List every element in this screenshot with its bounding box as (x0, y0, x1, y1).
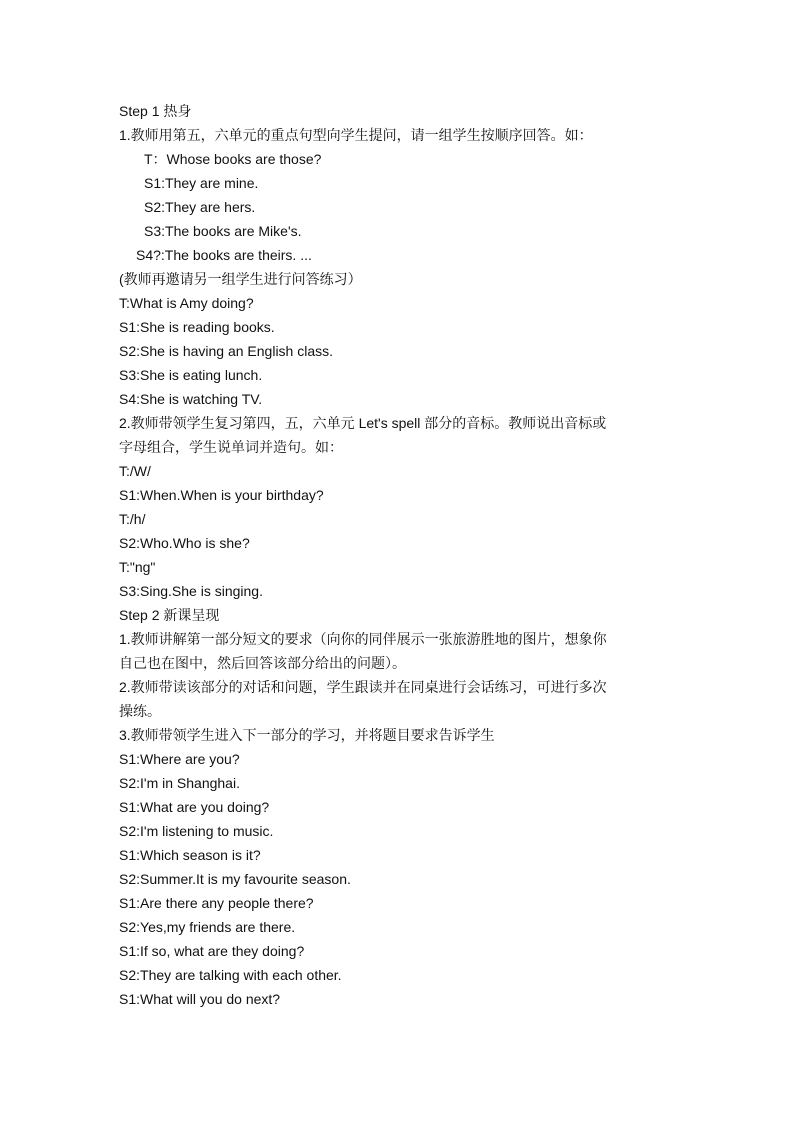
text-line: S3:The books are Mike's. (144, 223, 302, 239)
text-line: S2:Yes,my friends are there. (119, 919, 296, 935)
text-line: S2:She is having an English class. (119, 343, 334, 359)
text-line: S1:Are there any people there? (119, 895, 314, 911)
text-line: 操练。 (119, 703, 161, 719)
text-line: 字母组合，学生说单词并造句。如： (119, 439, 343, 455)
text-line: S4:She is watching TV. (119, 391, 263, 407)
text-line: T:/h/ (119, 511, 146, 527)
text-line: 自己也在图中，然后回答该部分给出的问题）。 (119, 655, 406, 671)
text-line: S1:She is reading books. (119, 319, 275, 335)
text-line: S1:What are you doing? (119, 799, 270, 815)
text-line: S1:They are mine. (144, 175, 259, 191)
text-line: 3.教师带领学生进入下一部分的学习，并将题目要求告诉学生 (119, 727, 495, 743)
document-body (119, 99, 689, 1011)
text-line: S1:If so, what are they doing? (119, 943, 305, 959)
text-line: S2:They are talking with each other. (119, 967, 342, 983)
text-line: 1.教师讲解第一部分短文的要求（向你的同伴展示一张旅游胜地的图片，想象你 (119, 631, 607, 647)
text-line: S1:Which season is it? (119, 847, 261, 863)
text-line: S2:Who.Who is she? (119, 535, 250, 551)
text-line: T:"ng" (119, 559, 156, 575)
text-line: T:/W/ (119, 463, 151, 479)
text-line: S2:I'm listening to music. (119, 823, 274, 839)
text-line: S2:I'm in Shanghai. (119, 775, 240, 791)
text-line: S3:She is eating lunch. (119, 367, 263, 383)
text-line: Step 2 新课呈现 (119, 607, 220, 623)
text-line: (教师再邀请另一组学生进行问答练习） (119, 271, 362, 287)
text-line: S2:They are hers. (144, 199, 256, 215)
text-line: 2.教师带读该部分的对话和问题，学生跟读并在同桌进行会话练习，可进行多次 (119, 679, 607, 695)
text-line: S1:What will you do next? (119, 991, 281, 1007)
text-line: Step 1 热身 (119, 103, 192, 119)
text-line: S4?:The books are theirs. ... (136, 247, 312, 263)
text-line: T:What is Amy doing? (119, 295, 254, 311)
text-line: S2:Summer.It is my favourite season. (119, 871, 351, 887)
text-line: S1:Where are you? (119, 751, 240, 767)
text-line: S1:When.When is your birthday? (119, 487, 324, 503)
text-line: 2.教师带领学生复习第四，五，六单元 Let's spell 部分的音标。教师说出音标或 (119, 415, 607, 431)
text-line: T：Whose books are those? (144, 151, 322, 167)
text-line: S3:Sing.She is singing. (119, 583, 263, 599)
text-line: 1.教师用第五，六单元的重点句型向学生提问，请一组学生按顺序回答。如： (119, 127, 593, 143)
